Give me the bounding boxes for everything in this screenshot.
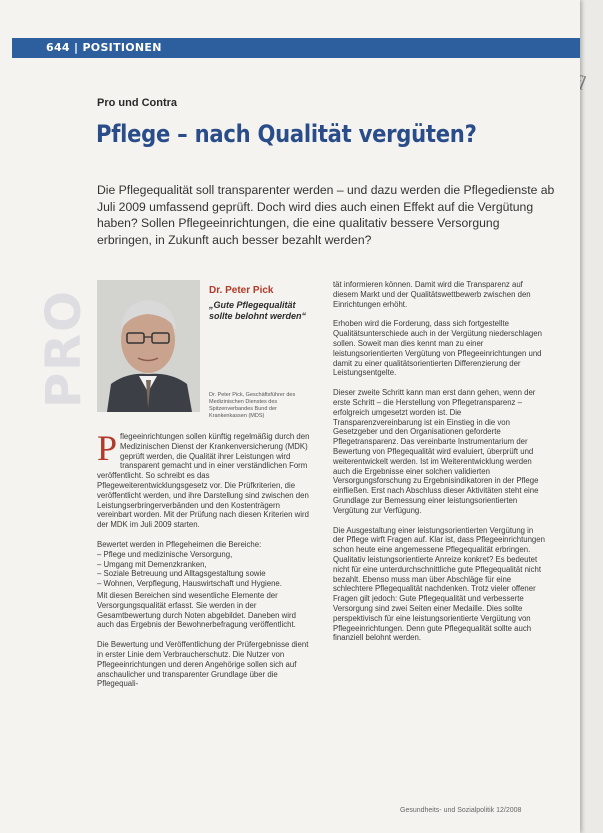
left-paragraph-1 [97,428,312,530]
criteria-list [97,550,312,589]
list-item: – Soziale Betreuung und Alltagsgestaltung sowie [97,569,266,579]
list-item: – Pflege und medizinische Versorgung, [97,549,233,559]
left-column [97,428,312,699]
left-paragraph-4: Die Bewertung und Veröffentlichung der Prüfergebnisse dient in erster Linie dem Verbraucherschutz. Die Nutzer von Pflegeeinrichtungen und deren Angehörige sollen sich auf anschaulicher und transparenter Grundlage über die Pflegequali- [97,640,309,689]
right-paragraph-4: Die Ausgestaltung einer leistungsorientierten Vergütung in der Pflege wirft Fragen auf. Klar ist, dass Pflegeeinrichtungen schon heute eine angemessene Pflegequalität erbringen. Qualitativ leistungsorientierte Anreize konkret? Es bedeutet nicht für eine unterdurchschnittliche gute Pflegequalität nicht bezahlt. Ebenso muss man über Abschläge für eine schlechtere Pflegequalität nachdenken. Trotz vieler offener Fragen gilt jedoch: Gute Pflegequalität und verbesserte Versorgung sind zwei Seiten einer Medaille. Dies sollte perspektivisch für eine leistungsorientierte Vergütung von Pflegeeinrichtungen. Denn gute Pflegequalität sollte auch finanziell belohnt werden. [333,525,545,643]
left-paragraph-2: Bewertet werden in Pflegeheimen die Bereiche: [97,539,262,549]
list-item: – Wohnen, Verpflegung, Hauswirtschaft und Hygiene. [97,579,282,589]
page-footer: Gesundheits- und Sozialpolitik 12/2008 [400,807,522,814]
right-column [333,280,546,653]
right-paragraph-2: Erhoben wird die Forderung, dass sich fortgestellte Qualitätsunterschiede auch in der Vergütung niederschlagen sollen. Soweit man dies kennt man zu einer leistungsorientierten Vergütung von Pflegeeinrichtungen und damit zu einer qualitätsorientierten Differenzierung der Leistungsentgelte. [333,319,542,378]
section-header-label: 644 | POSITIONEN [46,41,162,54]
author-quote: „Gute Pflegequalität sollte belohnt werden“ [209,300,307,321]
kicker: Pro und Contra [97,97,178,109]
left-paragraph-1-text: flegeeinrichtungen sollen künftig regelmäßig durch den Medizinischen Dienst der Krankenversicherung (MDK) geprüft werden, die Qualität ihrer Leistungen wird transparent gemacht und in einer verständlichen Form veröffentlicht. So schreibt es das Pflegeweiterentwicklungsgesetz vor. Die Prüfkriterien, die veröffentlicht werden, und ihre Darstellung sind zwischen den Leistungserbringerverbänden und den Kostenträgern vereinbart worden. Mit der Prüfung nach diesen Kriterien wird der MDK im Juli 2009 starten. [97,432,310,530]
left-paragraph-3: Mit diesen Bereichen sind wesentliche Elemente der Versorgungsqualität erfasst. Sie werden in der Gesamtbewertung durch Noten abgebildet. Daneben wird auch das Ergebnis der Bewohnerbefragung veröffentlicht. [97,590,296,630]
author-name: Dr. Peter Pick [209,285,274,296]
page-title: Pflege – nach Qualität vergüten? [96,120,477,148]
side-label-text: PRO [36,289,92,408]
list-item: – Umgang mit Demenzkranken, [97,559,207,569]
author-portrait [97,280,200,412]
right-paragraph-3: Dieser zweite Schritt kann man erst dann gehen, wenn der erste Schritt – die Herstellung von Pflegetransparenz – erfolgreich umgesetzt worden ist. Die Transparenzvereinbarung ist ein Einstieg in die von Gesetzgeber und den Organisationen geforderte Pflegetransparenz. Das vereinbarte Instrumentarium der Bewertung von Pflegequalität wird evaluiert, überprüft und weiterentwickelt werden. Ist im Weiterentwicklung werden auch die Ergebnisse einer solchen validierten Versorgungsforschung zu Ergebnisindikatoren in der Pflege einfließen. Erst nach Abschluss dieser Aktivitäten steht eine Grundlage zur Bemessung einer leistungsorientierten Vergütung zur Verfügung. [333,388,539,515]
side-label-pro [36,280,92,410]
right-paragraph-1: tät informieren können. Damit wird die Transparenz auf diesem Markt und der Qualitätswettbewerb zwischen den Einrichtungen erhöht. [333,280,531,309]
adjacent-page [578,0,603,833]
photo-caption: Dr. Peter Pick, Geschäftsführer des Medizinischen Dienstes des Spitzenverbandes Bund der Krankenkassen (MDS) [209,392,296,419]
lead-paragraph: Die Pflegequalität soll transparenter werden – und dazu werden die Pflegedienste ab Juli 2009 umfassend geprüft. Doch wird dies auch einen Effekt auf die Vergütung haben? Sollen Pflegeeinrichtungen, die eine qualitativ bessere Versorgung erbringen, in Zukunft auch besser bezahlt werden? [97,183,555,247]
section-header-bar [12,38,580,58]
dropcap: P [97,428,118,468]
